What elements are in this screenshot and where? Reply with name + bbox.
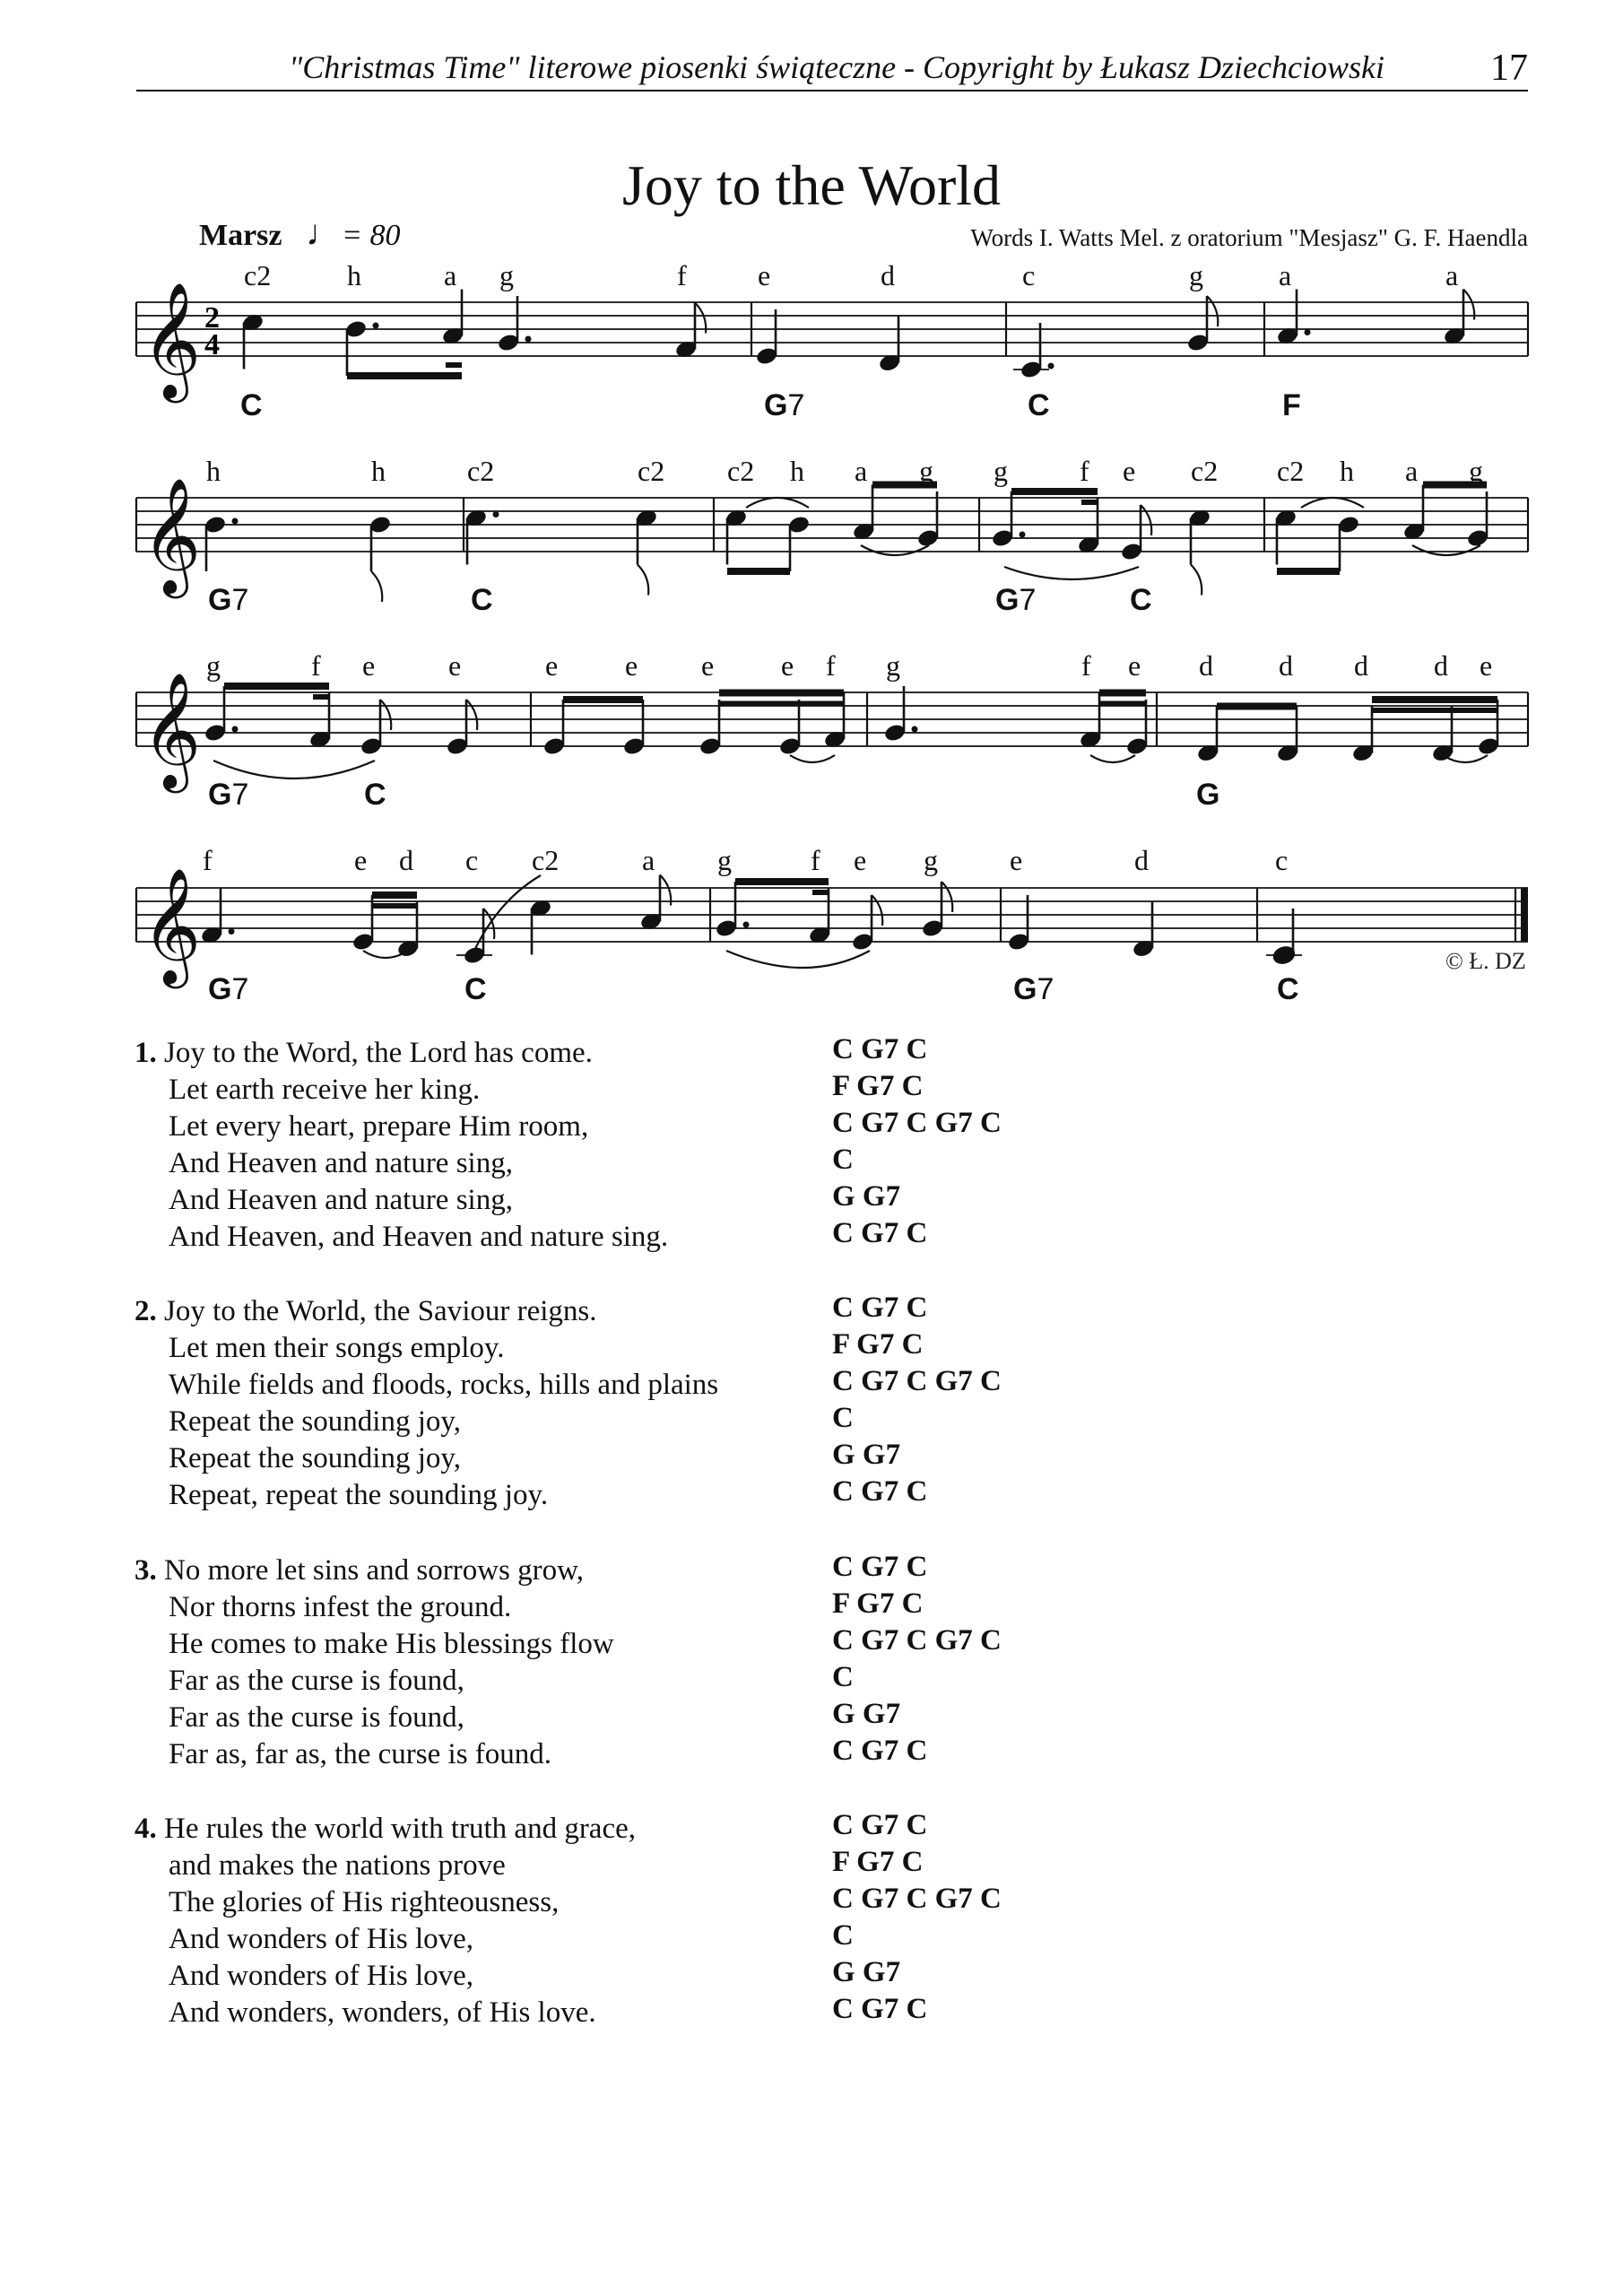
note-letter: f [1081, 649, 1091, 682]
lyric-text: And wonders of His love, [169, 1923, 474, 1955]
lyric-text: Let earth receive her king. [169, 1074, 481, 1106]
lyric-text: Let every heart, prepare Him room, [169, 1110, 589, 1143]
note-letter: d [1354, 649, 1368, 682]
lyric-line [169, 1110, 588, 1144]
lyric-line [169, 1332, 505, 1365]
lyric-line [169, 1960, 473, 1993]
note-letter: d [881, 259, 895, 291]
note-letter: h [371, 455, 386, 487]
lyric-line [169, 1665, 464, 1698]
dot [1048, 363, 1055, 370]
lyric-line [169, 1996, 596, 2030]
note-letter: e [701, 649, 715, 682]
note-letter: a [444, 259, 457, 291]
verse-chords: G G7 [832, 1956, 901, 1988]
flag [1207, 296, 1218, 326]
flag [371, 571, 382, 602]
lyric-text: And Heaven and nature sing, [169, 1184, 513, 1216]
verse-chords: C [832, 1661, 854, 1693]
dot [232, 518, 239, 525]
verse-chords: C G7 C G7 C [832, 1883, 1002, 1915]
note-letter: c [465, 844, 479, 876]
song-title: Joy to the World [621, 153, 1002, 217]
verse-chords: C G7 C [832, 1217, 928, 1249]
dot [373, 323, 379, 329]
chord-extension: 7 [231, 583, 249, 617]
verse-chords: C G7 C [832, 1033, 928, 1065]
lyric-text: He comes to make His blessings flow [169, 1628, 614, 1660]
chord-symbol [364, 778, 386, 812]
slur [1412, 545, 1480, 555]
lyric-line [169, 1405, 461, 1439]
note-letter: e [854, 844, 867, 876]
lyric-text: Joy to the World, the Saviour reigns. [164, 1295, 597, 1327]
lyric-line [169, 1369, 718, 1402]
note-letter: c2 [532, 844, 560, 876]
dot [232, 726, 239, 733]
lyric-line [169, 1221, 668, 1254]
note-letter: e [362, 649, 376, 682]
chord-symbol [1028, 388, 1050, 422]
flag [466, 700, 477, 730]
chord-symbol [764, 388, 804, 422]
chord-symbol [1277, 972, 1299, 1006]
note-letter: d [399, 844, 413, 876]
lyric-line [169, 1147, 513, 1180]
treble-clef-icon: 𝄞 [142, 672, 202, 788]
chord-symbol [1130, 583, 1152, 617]
note-letter: a [1279, 259, 1292, 291]
note-letter: e [545, 649, 559, 682]
verse-number: 4. [135, 1813, 157, 1845]
lyric-line [169, 1442, 461, 1475]
note-letter: a [642, 844, 655, 876]
dot [743, 922, 750, 928]
note-letter: g [919, 455, 933, 487]
note-letter: g [206, 649, 221, 682]
note-letter: c [1275, 844, 1289, 876]
chord-symbol [995, 583, 1036, 617]
slur [746, 498, 809, 508]
verse-number: 2. [135, 1295, 157, 1327]
flag [1191, 565, 1202, 596]
lyric-text: While fields and floods, rocks, hills and plains [169, 1369, 719, 1401]
chord-symbol [208, 583, 248, 617]
lyric-line [169, 1701, 464, 1735]
chord-extension: 7 [1019, 583, 1037, 617]
lyric-text: Far as, far as, the curse is found. [169, 1738, 552, 1770]
lyric-text: Far as the curse is found, [169, 1701, 464, 1734]
verse-chords: G G7 [832, 1439, 901, 1471]
lyric-text: And Heaven and nature sing, [169, 1147, 513, 1179]
lyric-text: Nor thorns infest the ground. [169, 1591, 512, 1623]
note-letter: f [311, 649, 321, 682]
chord-root: G [1013, 972, 1037, 1006]
verse-chords: C [832, 1919, 854, 1952]
note-letter: d [1199, 649, 1213, 682]
note-letter: f [677, 259, 687, 291]
note-letter: d [1279, 649, 1293, 682]
verse-chords: F G7 C [832, 1846, 924, 1878]
verse-chords: F G7 C [832, 1070, 924, 1102]
chord-symbol [1196, 778, 1219, 812]
verse-chords: F G7 C [832, 1587, 924, 1620]
chord-extension: 7 [787, 388, 805, 422]
note-letter: f [1080, 455, 1089, 487]
chord-symbol [464, 972, 487, 1006]
flag [638, 565, 648, 596]
verse-chords: C G7 C G7 C [832, 1365, 1002, 1397]
song-credits: Words I. Watts Mel. z oratorium "Mesjasz" G. F. Haendla [970, 224, 1528, 251]
lyric-line [169, 1628, 614, 1661]
chord-extension: 7 [231, 778, 249, 812]
chord-symbol [208, 972, 248, 1006]
chord-symbol [240, 388, 263, 422]
verse-chords: C G7 C [832, 1809, 928, 1841]
lyric-text: Joy to the Word, the Lord has come. [164, 1037, 593, 1069]
chord-extension: 7 [231, 972, 249, 1006]
flag [942, 882, 952, 912]
lyric-line [169, 1184, 513, 1217]
note-letter: c2 [1191, 455, 1219, 487]
slur [726, 951, 870, 968]
flag [1141, 505, 1151, 535]
note-letter: h [790, 455, 804, 487]
chord-symbol [1282, 388, 1301, 422]
note-letter: g [924, 844, 938, 876]
dot [493, 511, 499, 517]
lyric-line [169, 1886, 559, 1919]
lyric-line [169, 1591, 511, 1624]
chord-root: C [1277, 972, 1299, 1006]
chord-symbol [1013, 972, 1054, 1006]
note-letter: e [1010, 844, 1023, 876]
note-letter: g [717, 844, 732, 876]
note-letter: f [203, 844, 213, 876]
note-letter: a [855, 455, 868, 487]
lyric-line [169, 1479, 548, 1512]
verse-chords: C G7 C [832, 1475, 928, 1508]
note-letter: e [1480, 649, 1493, 682]
note-letter: d [1434, 649, 1448, 682]
lyric-text: And Heaven, and Heaven and nature sing. [169, 1221, 669, 1253]
verse-chords: C G7 C G7 C [832, 1624, 1002, 1657]
note-letter: e [1128, 649, 1141, 682]
note-letter: f [811, 844, 820, 876]
lyric-line [135, 1554, 584, 1587]
note-letter: c2 [1277, 455, 1305, 487]
note-letter: h [206, 455, 221, 487]
verse-chords: F G7 C [832, 1328, 924, 1361]
note-letter: e [781, 649, 794, 682]
chord-root: G [208, 778, 232, 812]
note-letter: g [1469, 455, 1483, 487]
treble-clef-icon: 𝄞 [142, 477, 202, 594]
time-signature-numerator: 2 [204, 301, 220, 335]
time-signature-denominator: 4 [204, 328, 220, 361]
note-letter: g [994, 455, 1008, 487]
note-letter: f [826, 649, 836, 682]
quarter-note-icon: ♩ [306, 213, 343, 253]
note-letter: g [1189, 259, 1203, 291]
verse-chords: C [832, 1144, 854, 1176]
sheet-music [0, 0, 1623, 1013]
lyric-text: And wonders of His love, [169, 1960, 474, 1992]
running-title: "Christmas Time" literowe piosenki świąteczne - Copyright by Łukasz Dziechciowski [289, 49, 1384, 85]
note-letter: e [354, 844, 368, 876]
chord-root: G [764, 388, 788, 422]
verse-chords: C [832, 1402, 854, 1434]
tempo-value: = 80 [342, 219, 401, 252]
page-number: 17 [1490, 48, 1528, 89]
flag [872, 895, 882, 926]
verse-chords: C G7 C [832, 1551, 928, 1583]
chord-extension: 7 [1037, 972, 1055, 1006]
lyric-line [169, 1849, 506, 1883]
lyric-text: The glories of His righteousness, [169, 1886, 560, 1918]
note-letter: d [1134, 844, 1149, 876]
chord-symbol [471, 583, 493, 617]
tempo-label: Marsz [199, 219, 282, 252]
chord-root: G [995, 583, 1020, 617]
note-letter: c2 [727, 455, 755, 487]
note-letter: g [499, 259, 514, 291]
chord-root: C [364, 778, 386, 812]
lyric-line [169, 1074, 480, 1107]
lyric-line [135, 1295, 597, 1328]
flag [380, 700, 391, 730]
chord-root: C [1028, 388, 1050, 422]
lyric-text: Repeat the sounding joy, [169, 1442, 461, 1474]
chord-root: F [1282, 388, 1301, 422]
lyric-line [169, 1923, 473, 1956]
slur [1090, 755, 1135, 762]
lyric-text: He rules the world with truth and grace, [164, 1813, 637, 1845]
chord-root: C [1130, 583, 1152, 617]
lyric-line [135, 1037, 593, 1070]
verse-chords: C G7 C G7 C [832, 1107, 1002, 1139]
lyric-text: No more let sins and sorrows grow, [164, 1554, 585, 1587]
note-letter: e [448, 649, 462, 682]
note-letter: c [1022, 259, 1036, 291]
chord-symbol [208, 778, 248, 812]
note-letter: h [347, 259, 361, 291]
chord-root: C [464, 972, 487, 1006]
note-letter: c2 [467, 455, 495, 487]
lyric-line [169, 1738, 551, 1771]
verse-number: 1. [135, 1037, 157, 1069]
dot [912, 726, 918, 733]
final-barline [1521, 888, 1528, 942]
note-letter: c2 [638, 455, 665, 487]
chord-root: C [240, 388, 263, 422]
slur [861, 545, 929, 555]
verse-number: 3. [135, 1554, 157, 1587]
note-letter: a [1405, 455, 1419, 487]
verse-chords: G G7 [832, 1698, 901, 1730]
copyright-mark: © Ł. DZ [1445, 948, 1526, 974]
dot [229, 928, 235, 935]
chord-root: G [208, 583, 232, 617]
note-letter: e [758, 259, 771, 291]
note-letter: g [886, 649, 900, 682]
slur [1004, 567, 1139, 579]
note-letter: e [625, 649, 638, 682]
dot [525, 336, 532, 343]
note-letter: h [1340, 455, 1354, 487]
verse-chords: C G7 C [832, 1292, 928, 1324]
chord-root: C [471, 583, 493, 617]
treble-clef-icon: 𝄞 [142, 282, 202, 398]
lyric-text: Far as the curse is found, [169, 1665, 464, 1697]
chord-root: G [208, 972, 232, 1006]
note-letter: e [1123, 455, 1136, 487]
verse-chords: C G7 C [832, 1993, 928, 2025]
lyric-text: Let men their songs employ. [169, 1332, 505, 1364]
slur [790, 755, 835, 762]
note-letter: c2 [244, 259, 272, 291]
dot [1305, 329, 1311, 335]
lyric-text: Repeat the sounding joy, [169, 1405, 461, 1438]
verse-chords: C G7 C [832, 1735, 928, 1767]
lyric-text: and makes the nations prove [169, 1849, 506, 1882]
treble-clef-icon: 𝄞 [142, 867, 202, 984]
chord-root: G [1196, 778, 1220, 812]
slur [1301, 498, 1364, 508]
lyric-text: Repeat, repeat the sounding joy. [169, 1479, 549, 1511]
lyric-text: And wonders, wonders, of His love. [169, 1996, 596, 2029]
lyric-line [135, 1813, 636, 1846]
dot [1020, 532, 1026, 538]
slur [213, 761, 375, 778]
verse-chords: G G7 [832, 1180, 901, 1213]
note-letter: a [1445, 259, 1459, 291]
